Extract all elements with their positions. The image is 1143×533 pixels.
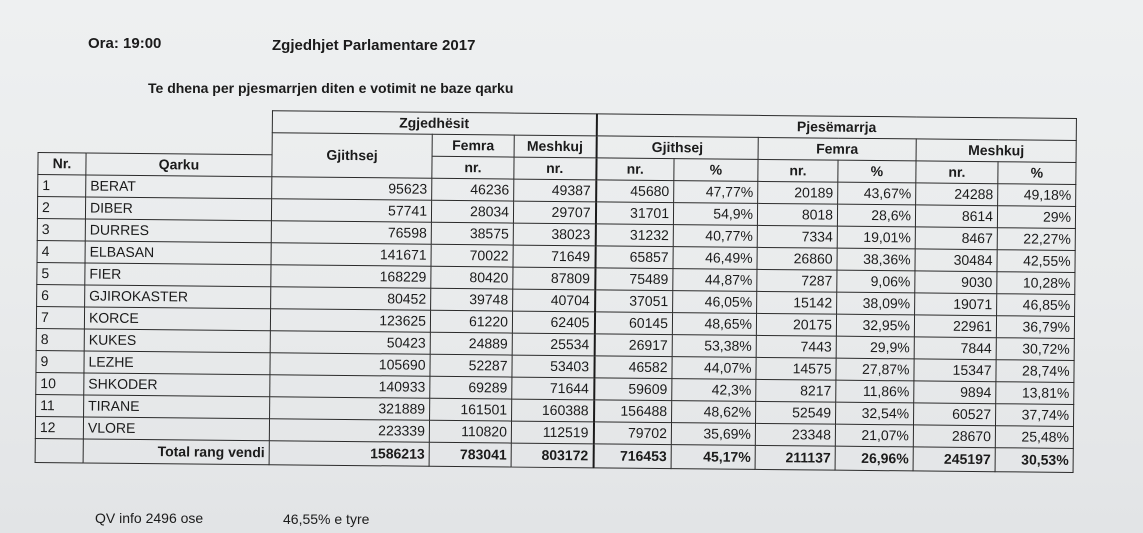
row-meshkuj: 71649 bbox=[513, 245, 595, 268]
row-p-nr: 75489 bbox=[595, 268, 673, 291]
sub-header-nr: nr. bbox=[596, 158, 674, 181]
table-body bbox=[35, 175, 1143, 450]
row-p-pct: 47,77% bbox=[674, 181, 758, 204]
row-m-nr: 22961 bbox=[914, 315, 996, 338]
row-femra: 46236 bbox=[432, 178, 514, 201]
row-p-nr: 45680 bbox=[596, 180, 674, 203]
group-header-turnout: Pjesëmarrja bbox=[596, 114, 1076, 141]
total-f-nr: 211137 bbox=[755, 445, 835, 470]
document-subtitle: Te dhena per pjesmarrjen diten e votimit ne baze qarku bbox=[148, 80, 514, 96]
row-gjithsej: 105690 bbox=[270, 353, 430, 377]
row-meshkuj: 29707 bbox=[513, 201, 595, 224]
turnout-table bbox=[35, 108, 1143, 474]
row-f-pct: 32,95% bbox=[836, 314, 914, 337]
row-m-pct: 25,48% bbox=[995, 426, 1073, 449]
row-gjithsej: 76598 bbox=[271, 221, 431, 245]
sub-header-pct: % bbox=[998, 162, 1076, 185]
col-header-qarku: Qarku bbox=[86, 153, 272, 177]
row-m-nr: 28670 bbox=[913, 425, 995, 448]
total-f-pct: 26,96% bbox=[835, 446, 913, 471]
total-label: Total rang vendi bbox=[83, 439, 269, 465]
row-meshkuj: 87809 bbox=[513, 267, 595, 290]
row-gjithsej: 95623 bbox=[272, 177, 432, 201]
row-m-pct: 49,18% bbox=[998, 184, 1076, 207]
row-m-pct: 30,72% bbox=[996, 338, 1074, 361]
row-m-nr: 30484 bbox=[915, 249, 997, 272]
row-gjithsej: 57741 bbox=[271, 199, 431, 223]
row-gjithsej: 123625 bbox=[270, 309, 430, 333]
row-meshkuj: 53403 bbox=[512, 355, 594, 378]
row-m-pct: 46,85% bbox=[997, 294, 1075, 317]
row-f-pct: 38,36% bbox=[837, 248, 915, 271]
row-f-pct: 27,87% bbox=[836, 358, 914, 381]
row-p-pct: 40,77% bbox=[673, 225, 757, 248]
row-qarku: KUKES bbox=[84, 329, 270, 353]
row-femra: 28034 bbox=[431, 200, 513, 223]
row-f-pct: 38,09% bbox=[837, 292, 915, 315]
total-m-pct: 30,53% bbox=[995, 448, 1073, 473]
row-qarku: DURRES bbox=[85, 219, 271, 243]
total-p-pct: 45,17% bbox=[671, 445, 755, 470]
row-f-nr: 14575 bbox=[756, 357, 836, 380]
row-gjithsej: 140933 bbox=[270, 375, 430, 399]
row-f-nr: 15142 bbox=[757, 291, 837, 314]
row-f-pct: 43,67% bbox=[838, 182, 916, 205]
row-femra: 39748 bbox=[431, 288, 513, 311]
row-f-nr: 8217 bbox=[756, 379, 836, 402]
row-p-nr: 65857 bbox=[595, 246, 673, 269]
row-qarku: VLORE bbox=[83, 417, 269, 441]
row-f-pct: 29,9% bbox=[836, 336, 914, 359]
row-femra: 161501 bbox=[430, 398, 512, 421]
row-qarku: BERAT bbox=[86, 175, 272, 199]
sub-header-nr: nr. bbox=[916, 161, 998, 184]
row-f-nr: 20189 bbox=[758, 181, 838, 204]
row-m-nr: 9030 bbox=[915, 271, 997, 294]
row-femra: 70022 bbox=[431, 244, 513, 267]
row-m-pct: 13,81% bbox=[996, 382, 1074, 405]
row-m-nr: 9894 bbox=[914, 381, 996, 404]
row-p-nr: 60145 bbox=[594, 312, 672, 335]
row-meshkuj: 49387 bbox=[514, 179, 596, 202]
row-qarku: GJIROKASTER bbox=[85, 285, 271, 309]
row-meshkuj: 25534 bbox=[512, 333, 594, 356]
row-nr: 10 bbox=[36, 372, 84, 394]
row-nr: 7 bbox=[36, 306, 84, 328]
group-header-voters: Zgjedhësit bbox=[272, 111, 596, 136]
row-nr: 1 bbox=[38, 175, 86, 197]
total-m-nr: 245197 bbox=[913, 447, 995, 472]
row-p-pct: 48,65% bbox=[672, 313, 756, 336]
footer-note-right: 46,55% e tyre bbox=[283, 511, 370, 527]
row-gjithsej: 50423 bbox=[270, 331, 430, 355]
row-p-pct: 44,07% bbox=[672, 357, 756, 380]
row-f-pct: 11,86% bbox=[836, 380, 914, 403]
row-p-pct: 46,49% bbox=[673, 247, 757, 270]
sub-header-nr: nr. bbox=[432, 156, 514, 179]
row-f-pct: 21,07% bbox=[835, 424, 913, 447]
row-f-nr: 7443 bbox=[756, 335, 836, 358]
row-femra: 61220 bbox=[430, 310, 512, 333]
row-qarku: DIBER bbox=[85, 197, 271, 221]
row-gjithsej: 168229 bbox=[271, 265, 431, 289]
row-m-pct: 42,55% bbox=[997, 250, 1075, 273]
row-p-pct: 48,62% bbox=[672, 401, 756, 424]
row-meshkuj: 62405 bbox=[512, 311, 594, 334]
total-p-nr: 716453 bbox=[593, 444, 671, 469]
row-m-pct: 37,74% bbox=[996, 404, 1074, 427]
sub-header-pct: % bbox=[838, 160, 916, 183]
row-m-pct: 10,28% bbox=[997, 272, 1075, 295]
row-p-nr: 26917 bbox=[594, 334, 672, 357]
row-nr: 9 bbox=[36, 350, 84, 372]
row-gjithsej: 80452 bbox=[271, 287, 431, 311]
row-meshkuj: 71644 bbox=[512, 377, 594, 400]
row-gjithsej: 141671 bbox=[271, 243, 431, 267]
row-p-nr: 37051 bbox=[595, 290, 673, 313]
row-f-pct: 19,01% bbox=[837, 226, 915, 249]
row-p-nr: 31232 bbox=[595, 224, 673, 247]
col-header-meshkuj: Meshkuj bbox=[514, 135, 596, 158]
col-header-nr: Nr. bbox=[38, 153, 86, 175]
document-title: Zgjedhjet Parlamentare 2017 bbox=[272, 37, 476, 54]
row-femra: 38575 bbox=[431, 222, 513, 245]
row-meshkuj: 40704 bbox=[513, 289, 595, 312]
row-qarku: LEZHE bbox=[84, 351, 270, 375]
row-p-pct: 44,87% bbox=[673, 269, 757, 292]
row-m-nr: 8614 bbox=[915, 205, 997, 228]
row-femra: 52287 bbox=[430, 354, 512, 377]
row-meshkuj: 112519 bbox=[511, 421, 593, 444]
row-nr: 12 bbox=[35, 416, 83, 438]
row-qarku: FIER bbox=[85, 263, 271, 287]
row-meshkuj: 160388 bbox=[512, 399, 594, 422]
row-m-nr: 24288 bbox=[916, 183, 998, 206]
row-f-nr: 23348 bbox=[755, 423, 835, 446]
row-nr: 6 bbox=[37, 284, 85, 306]
row-f-pct: 28,6% bbox=[837, 204, 915, 227]
row-qarku: SHKODER bbox=[84, 373, 270, 397]
total-femra: 783041 bbox=[429, 442, 511, 467]
row-p-nr: 46582 bbox=[594, 356, 672, 379]
row-f-nr: 26860 bbox=[757, 247, 837, 270]
row-nr: 8 bbox=[36, 328, 84, 350]
row-m-pct: 22,27% bbox=[997, 228, 1075, 251]
row-p-pct: 53,38% bbox=[672, 335, 756, 358]
sub-header-pct: % bbox=[674, 159, 758, 182]
row-p-pct: 46,05% bbox=[673, 291, 757, 314]
row-femra: 69289 bbox=[430, 376, 512, 399]
row-m-pct: 28,74% bbox=[996, 360, 1074, 383]
row-m-pct: 36,79% bbox=[996, 316, 1074, 339]
sub-header-nr: nr. bbox=[758, 159, 838, 182]
row-gjithsej: 223339 bbox=[269, 419, 429, 443]
row-femra: 24889 bbox=[430, 332, 512, 355]
row-nr: 3 bbox=[37, 218, 85, 240]
row-p-pct: 35,69% bbox=[671, 423, 755, 446]
row-f-nr: 52549 bbox=[756, 401, 836, 424]
time-label: Ora: 19:00 bbox=[88, 35, 162, 52]
row-meshkuj: 38023 bbox=[513, 223, 595, 246]
row-m-nr: 15347 bbox=[914, 359, 996, 382]
row-f-nr: 7334 bbox=[757, 225, 837, 248]
total-gjithsej: 1586213 bbox=[269, 441, 429, 467]
row-gjithsej: 321889 bbox=[270, 397, 430, 421]
row-nr: 5 bbox=[37, 262, 85, 284]
row-p-nr: 79702 bbox=[593, 422, 671, 445]
col-header-femra: Femra bbox=[432, 134, 514, 157]
row-p-pct: 42,3% bbox=[672, 379, 756, 402]
col-header-gjithsej: Gjithsej bbox=[272, 133, 432, 179]
row-femra: 80420 bbox=[431, 266, 513, 289]
sub-header-nr: nr. bbox=[514, 157, 596, 180]
row-nr: 4 bbox=[37, 240, 85, 262]
row-p-nr: 156488 bbox=[594, 400, 672, 423]
row-f-nr: 8018 bbox=[757, 203, 837, 226]
row-p-nr: 31701 bbox=[595, 202, 673, 225]
row-f-nr: 20175 bbox=[756, 313, 836, 336]
row-f-pct: 32,54% bbox=[836, 402, 914, 425]
row-m-nr: 8467 bbox=[915, 227, 997, 250]
row-m-nr: 19071 bbox=[915, 293, 997, 316]
footer-note-left: QV info 2496 ose bbox=[95, 510, 204, 526]
row-nr: 11 bbox=[36, 394, 84, 416]
col-header-p-gjithsej: Gjithsej bbox=[596, 136, 758, 160]
row-p-nr: 59609 bbox=[594, 378, 672, 401]
row-qarku: ELBASAN bbox=[85, 241, 271, 265]
row-femra: 110820 bbox=[429, 420, 511, 443]
row-m-nr: 7844 bbox=[914, 337, 996, 360]
row-qarku: KORCE bbox=[84, 307, 270, 331]
total-meshkuj: 803172 bbox=[511, 443, 593, 468]
row-nr: 2 bbox=[37, 197, 85, 219]
row-m-pct: 29% bbox=[997, 206, 1075, 229]
col-header-p-femra: Femra bbox=[758, 137, 916, 161]
row-qarku: TIRANE bbox=[84, 395, 270, 419]
row-p-pct: 54,9% bbox=[673, 203, 757, 226]
col-header-p-meshkuj: Meshkuj bbox=[916, 139, 1076, 163]
row-f-pct: 9,06% bbox=[837, 270, 915, 293]
row-m-nr: 60527 bbox=[914, 403, 996, 426]
row-f-nr: 7287 bbox=[757, 269, 837, 292]
